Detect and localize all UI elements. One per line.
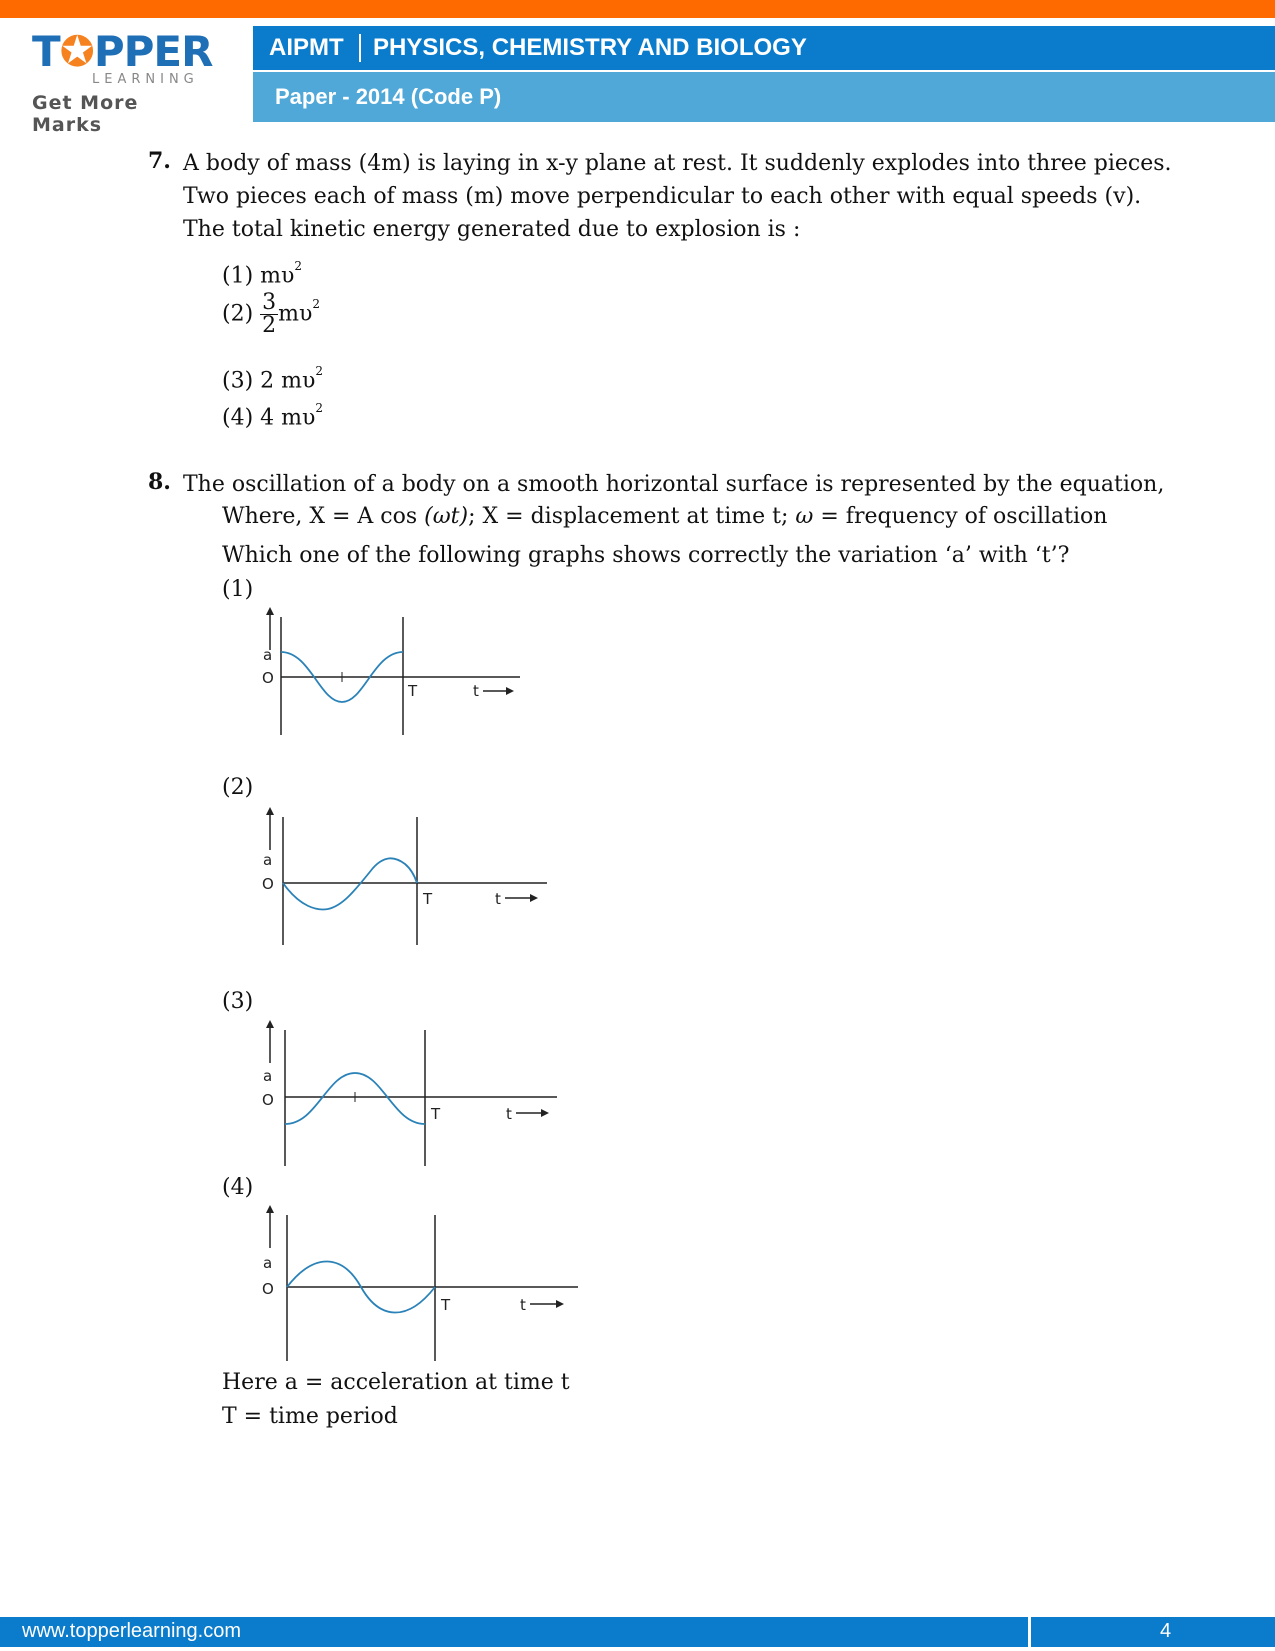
graph-4-period-label: T [441,1296,451,1314]
question-7-line-1: A body of mass (4m) is laying in x-y plane at rest. It suddenly explodes into three pieces. [183,151,1172,176]
graph-1-label: (1) [222,577,254,602]
page-number: 4 [1160,1620,1172,1642]
header-divider [359,34,361,62]
graph-4 [255,1203,585,1363]
graph-2-period-label: T [423,890,433,908]
logo-wordmark: T✪PPER [32,27,213,76]
graph-3-y-label: a [263,1067,273,1085]
exam-name: AIPMT [269,34,344,61]
q7-option-1: (1) $m\upsilon^2$ [222,259,303,289]
graph-1-origin-label: O [262,669,274,687]
logo-tagline: Get More Marks [32,92,139,136]
graph-2-label: (2) [222,775,254,800]
paper-title: Paper - 2014 (Code P) [275,84,502,109]
graph-1-y-label: a [263,646,273,664]
fraction: $\frac{3}{2}$ [262,290,277,338]
graph-2 [255,805,555,950]
note-time-period: T = time period [222,1404,398,1429]
graph-3-x-label: t [506,1105,512,1123]
graph-4-origin-label: O [262,1280,274,1298]
graph-2-origin-label: O [262,875,274,893]
graph-4-label: (4) [222,1175,254,1200]
question-8-line-2: Where, X = A cos (ωt); X = displacement at time t; ω = frequency of oscillation [222,504,1108,529]
footer-url-link[interactable]: www.topperlearning.com [22,1620,241,1642]
graph-2-curve [283,858,417,909]
q7-option-3: (3) 2 $m\upsilon^2$ [222,364,324,394]
paper-header [253,72,1275,122]
graph-1-x-label: t [473,682,479,700]
question-7-number: 7. [148,148,171,174]
note-acceleration: Here a = acceleration at time t [222,1370,570,1395]
graph-3 [255,1018,565,1168]
question-7-line-2: Two pieces each of mass (m) move perpendicular to each other with equal speeds (v). [183,184,1142,209]
graph-1-period-label: T [408,682,418,700]
footer-divider [1028,1617,1031,1647]
star-icon: ✪ [59,27,94,76]
subjects-title: PHYSICS, CHEMISTRY AND BIOLOGY [373,34,807,61]
graph-1 [255,605,525,740]
page-footer [0,1617,1275,1647]
graph-2-y-label: a [263,851,273,869]
graph-2-x-label: t [495,890,501,908]
graph-4-y-label: a [263,1254,273,1272]
topper-logo[interactable] [32,27,213,136]
graph-3-period-label: T [431,1105,441,1123]
exam-header [253,26,1275,70]
q7-option-2: (2) $\frac{3}{2}$ $m\upsilon^2$ [222,290,321,338]
question-8-line-1: The oscillation of a body on a smooth horizontal surface is represented by the equation, [183,472,1165,497]
top-accent-bar [0,0,1275,18]
question-7-line-3: The total kinetic energy generated due to explosion is : [183,217,801,242]
question-8-line-3: Which one of the following graphs shows correctly the variation ‘a’ with ‘t’? [222,543,1070,568]
question-8-number: 8. [148,469,171,495]
graph-3-origin-label: O [262,1091,274,1109]
graph-4-x-label: t [520,1296,526,1314]
q7-option-4: (4) 4 $m\upsilon^2$ [222,401,324,431]
logo-subtitle: LEARNING [92,72,199,87]
graph-3-label: (3) [222,989,254,1014]
